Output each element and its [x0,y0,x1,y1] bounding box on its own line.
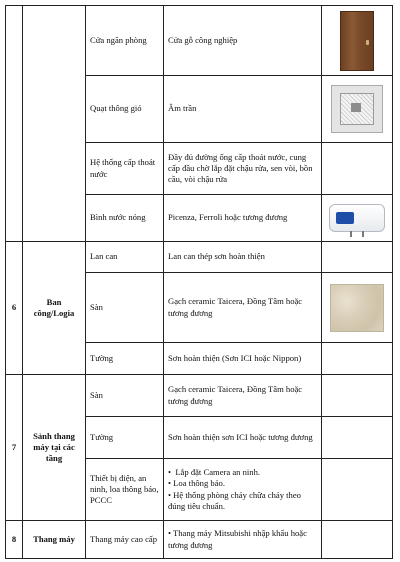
ceiling-fan-image [331,85,383,133]
list-item: • Hệ thống phòng cháy chữa cháy theo đúng tiêu chuẩn. [168,489,301,511]
table-row [6,242,393,273]
section-area: Thang máy [23,521,86,559]
item-cell: Bình nước nóng [86,195,164,242]
spec-cell: Gạch ceramic Taicera, Đồng Tâm hoặc tương đương [164,375,322,417]
bullet-list [168,467,317,512]
spec-cell: Gạch ceramic Taicera, Đồng Tâm hoặc tương đương [164,273,322,343]
image-cell [322,521,393,559]
list-item: • Loa thông báo. [168,478,225,489]
water-heater-image [329,204,385,232]
spec-cell: Đầy đủ đường ống cấp thoát nước, cung cấp đầu chờ lắp đặt chậu rửa, sen vòi, bồn cầu, vòi chậu rửa [164,143,322,195]
item-cell: Tường [86,343,164,375]
item-cell: Sàn [86,375,164,417]
list-item: • Thang máy Mitsubishi nhập khẩu hoặc tương đương [168,528,307,550]
item-cell: Cửa ngăn phòng [86,6,164,76]
image-cell [322,417,393,459]
spec-cell [164,459,322,521]
image-cell [322,143,393,195]
spec-cell: Sơn hoàn thiện (Sơn ICI hoặc Nippon) [164,343,322,375]
item-cell: Lan can [86,242,164,273]
image-cell [322,242,393,273]
specification-table [5,5,393,559]
item-cell: Quạt thông gió [86,76,164,143]
item-cell: Thang máy cao cấp [86,521,164,559]
section-number: 6 [6,242,23,375]
item-cell: Hệ thống cấp thoát nước [86,143,164,195]
section-number: 8 [6,521,23,559]
item-cell: Thiết bị điện, an ninh, loa thông báo, PCCC [86,459,164,521]
image-cell [322,459,393,521]
wooden-door-image [340,11,374,71]
bullet-list [168,528,317,550]
image-cell [322,273,393,343]
spec-cell: Cửa gỗ công nghiệp [164,6,322,76]
section-area: Ban công/Logia [23,242,86,375]
spec-cell: Sơn hoàn thiện sơn ICI hoặc tương đương [164,417,322,459]
spec-cell: Picenza, Ferroli hoặc tương đương [164,195,322,242]
section-number: 7 [6,375,23,521]
image-cell [322,375,393,417]
list-item: • Lắp đặt Camera an ninh. [168,467,261,478]
image-cell [322,195,393,242]
ceramic-tile-image [330,284,384,332]
item-cell: Tường [86,417,164,459]
table-row [6,6,393,76]
item-cell: Sàn [86,273,164,343]
image-cell [322,6,393,76]
section-area: Sảnh thang máy tại các tầng [23,375,86,521]
spec-cell: Âm trần [164,76,322,143]
image-cell [322,76,393,143]
number-cell [6,6,23,242]
area-cell [23,6,86,242]
spec-cell [164,521,322,559]
spec-cell: Lan can thép sơn hoàn thiện [164,242,322,273]
table-row [6,521,393,559]
table-row [6,375,393,417]
image-cell [322,343,393,375]
